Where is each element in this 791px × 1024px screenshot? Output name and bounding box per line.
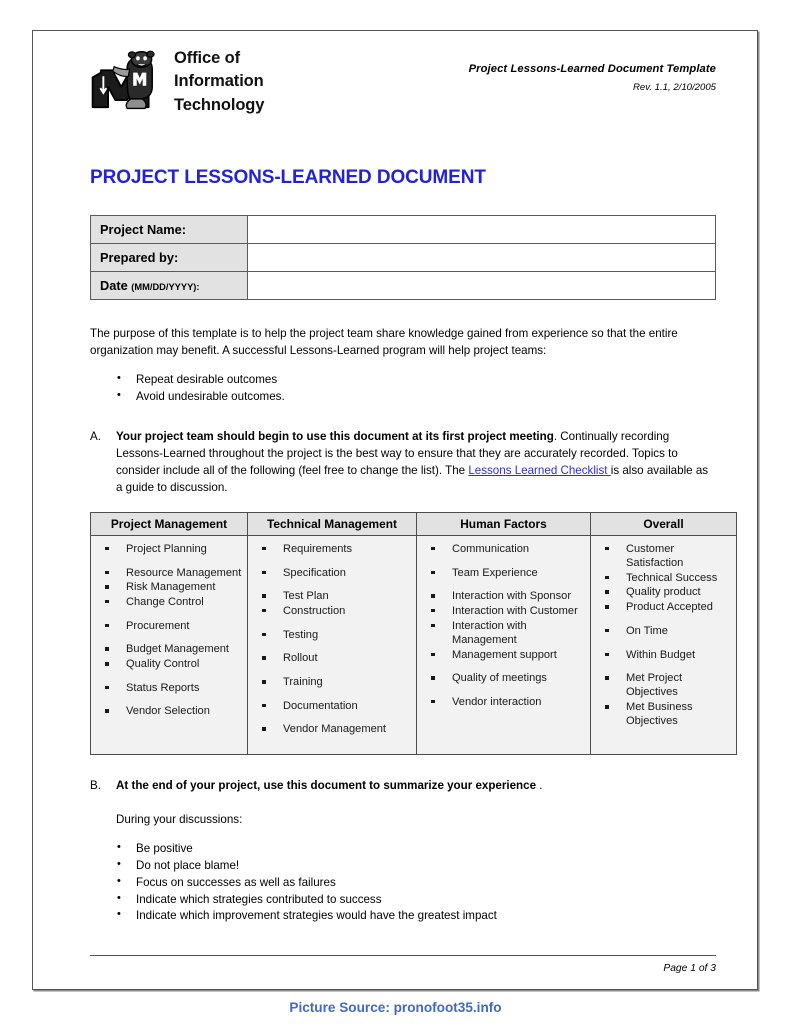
topics-column-human-factors bbox=[417, 535, 591, 754]
intro-paragraph: The purpose of this template is to help the project team share knowledge gained from experience so that the entire organization may benefit. A successful Lessons-Learned program will help project teams: bbox=[90, 327, 678, 357]
topic-item: Construction bbox=[252, 604, 412, 618]
form-label-date bbox=[91, 272, 248, 300]
list-item: • Indicate which improvement strategies would have the greatest impact bbox=[90, 908, 716, 925]
section-b-body: . bbox=[536, 779, 543, 793]
footer-divider bbox=[90, 955, 716, 956]
topic-item: Product Accepted bbox=[595, 600, 732, 614]
form-row-project-name bbox=[91, 216, 716, 244]
list-item: • Repeat desirable outcomes bbox=[90, 372, 716, 389]
topic-item: Resource Management bbox=[95, 566, 243, 580]
section-b-bullet-list bbox=[90, 841, 716, 925]
topics-column-project-management bbox=[91, 535, 248, 754]
section-a-marker: A. bbox=[90, 429, 101, 443]
topic-item: Vendor Management bbox=[252, 722, 412, 736]
topics-column-technical-management bbox=[248, 535, 417, 754]
list-item: • Indicate which strategies contributed to success bbox=[90, 892, 716, 909]
form-label-prepared-by bbox=[91, 244, 248, 272]
section-b-marker: B. bbox=[90, 779, 101, 793]
topic-item: On Time bbox=[595, 624, 732, 638]
topic-item: Quality product bbox=[595, 585, 732, 599]
topic-item: Interaction with Management bbox=[421, 619, 586, 647]
topic-list-0 bbox=[95, 542, 243, 719]
topic-item: Team Experience bbox=[421, 566, 586, 580]
topic-item: Change Control bbox=[95, 595, 243, 609]
form-label-project-name bbox=[91, 216, 248, 244]
topic-item: Customer Satisfaction bbox=[595, 542, 732, 570]
form-row-prepared-by bbox=[91, 244, 716, 272]
section-b-subhead: During your discussions: bbox=[116, 813, 243, 827]
topic-item: Vendor interaction bbox=[421, 695, 586, 709]
topic-item: Technical Success bbox=[595, 571, 732, 585]
topic-list-1 bbox=[252, 542, 412, 737]
topic-item: Test Plan bbox=[252, 589, 412, 603]
topic-item: Met Business Objectives bbox=[595, 700, 732, 728]
topic-item: Quality of meetings bbox=[421, 671, 586, 685]
topics-header-project-management: Project Management bbox=[91, 512, 248, 535]
topic-item: Interaction with Sponsor bbox=[421, 589, 586, 603]
topic-list-2 bbox=[421, 542, 586, 709]
topic-item: Quality Control bbox=[95, 657, 243, 671]
topic-item: Vendor Selection bbox=[95, 704, 243, 718]
topic-item: Rollout bbox=[252, 651, 412, 665]
section-b-bold-lead: At the end of your project, use this document to summarize your experience bbox=[116, 779, 537, 793]
topic-item: Within Budget bbox=[595, 648, 732, 662]
date-input[interactable] bbox=[248, 272, 716, 300]
section-a-tail: is also available as a guide to discussion. bbox=[116, 463, 709, 494]
topics-header-row bbox=[91, 512, 737, 535]
page-title: PROJECT LESSONS-LEARNED DOCUMENT bbox=[90, 167, 486, 188]
topic-item: Testing bbox=[252, 628, 412, 642]
brand-name bbox=[174, 47, 264, 117]
form-row-date bbox=[91, 272, 716, 300]
prepared-by-input[interactable] bbox=[248, 244, 716, 272]
topics-table bbox=[90, 512, 737, 755]
form-label-text: Prepared by: bbox=[100, 250, 179, 265]
intro-bullet-list bbox=[90, 372, 716, 406]
section-a-bold-lead: Your project team should begin to use this document at its first project meeting bbox=[116, 429, 554, 443]
template-title: Project Lessons-Learned Document Template bbox=[468, 63, 716, 75]
umn-goldy-gopher-m-logo-icon bbox=[90, 50, 162, 112]
topic-item: Project Planning bbox=[95, 542, 243, 556]
document-header bbox=[90, 47, 716, 139]
topic-item: Risk Management bbox=[95, 580, 243, 594]
page-number: Page 1 of 3 bbox=[663, 963, 716, 975]
document-page bbox=[32, 30, 758, 990]
section-b bbox=[90, 777, 716, 828]
template-revision: Rev. 1.1, 2/10/2005 bbox=[632, 82, 716, 93]
topic-item: Requirements bbox=[252, 542, 412, 556]
topics-column-overall bbox=[591, 535, 737, 754]
list-item: • Avoid undesirable outcomes. bbox=[90, 389, 716, 406]
brand-line-2: Information bbox=[174, 72, 264, 91]
topic-item: Specification bbox=[252, 566, 412, 580]
lessons-learned-checklist-link[interactable]: Lessons Learned Checklist bbox=[468, 463, 611, 477]
project-name-input[interactable] bbox=[248, 216, 716, 244]
topics-header-human-factors: Human Factors bbox=[417, 512, 591, 535]
topic-item: Management support bbox=[421, 648, 586, 662]
topic-item: Met Project Objectives bbox=[595, 671, 732, 699]
list-item: • Focus on successes as well as failures bbox=[90, 875, 716, 892]
list-item: • Be positive bbox=[90, 841, 716, 858]
source-caption: Picture Source: pronofoot35.info bbox=[289, 1000, 502, 1015]
topic-item: Training bbox=[252, 675, 412, 689]
project-info-form bbox=[90, 215, 716, 300]
form-label-text: Date bbox=[100, 278, 132, 293]
section-a bbox=[90, 428, 716, 496]
topics-header-overall: Overall bbox=[591, 512, 737, 535]
topics-body-row bbox=[91, 535, 737, 754]
form-label-text: Project Name: bbox=[100, 222, 187, 237]
page-content bbox=[90, 47, 716, 974]
topic-item: Communication bbox=[421, 542, 586, 556]
topic-item: Status Reports bbox=[95, 681, 243, 695]
list-item: • Do not place blame! bbox=[90, 858, 716, 875]
date-format-hint: (MM/DD/YYYY): bbox=[131, 282, 200, 292]
topic-item: Interaction with Customer bbox=[421, 604, 586, 618]
topic-item: Documentation bbox=[252, 699, 412, 713]
topic-item: Procurement bbox=[95, 619, 243, 633]
brand-block bbox=[90, 47, 264, 117]
topic-list-3 bbox=[595, 542, 732, 729]
section-a-body: . Continually recording Lessons-Learned throughout the project is the best way to ensure that they are accurately recorded. Topics to consider include all of the following (feel free to change the list). The bbox=[116, 429, 678, 477]
brand-line-1: Office of bbox=[174, 49, 241, 67]
brand-line-3: Technology bbox=[174, 95, 265, 114]
topics-header-technical-management: Technical Management bbox=[248, 512, 417, 535]
topic-item: Budget Management bbox=[95, 642, 243, 656]
header-meta bbox=[469, 47, 716, 93]
